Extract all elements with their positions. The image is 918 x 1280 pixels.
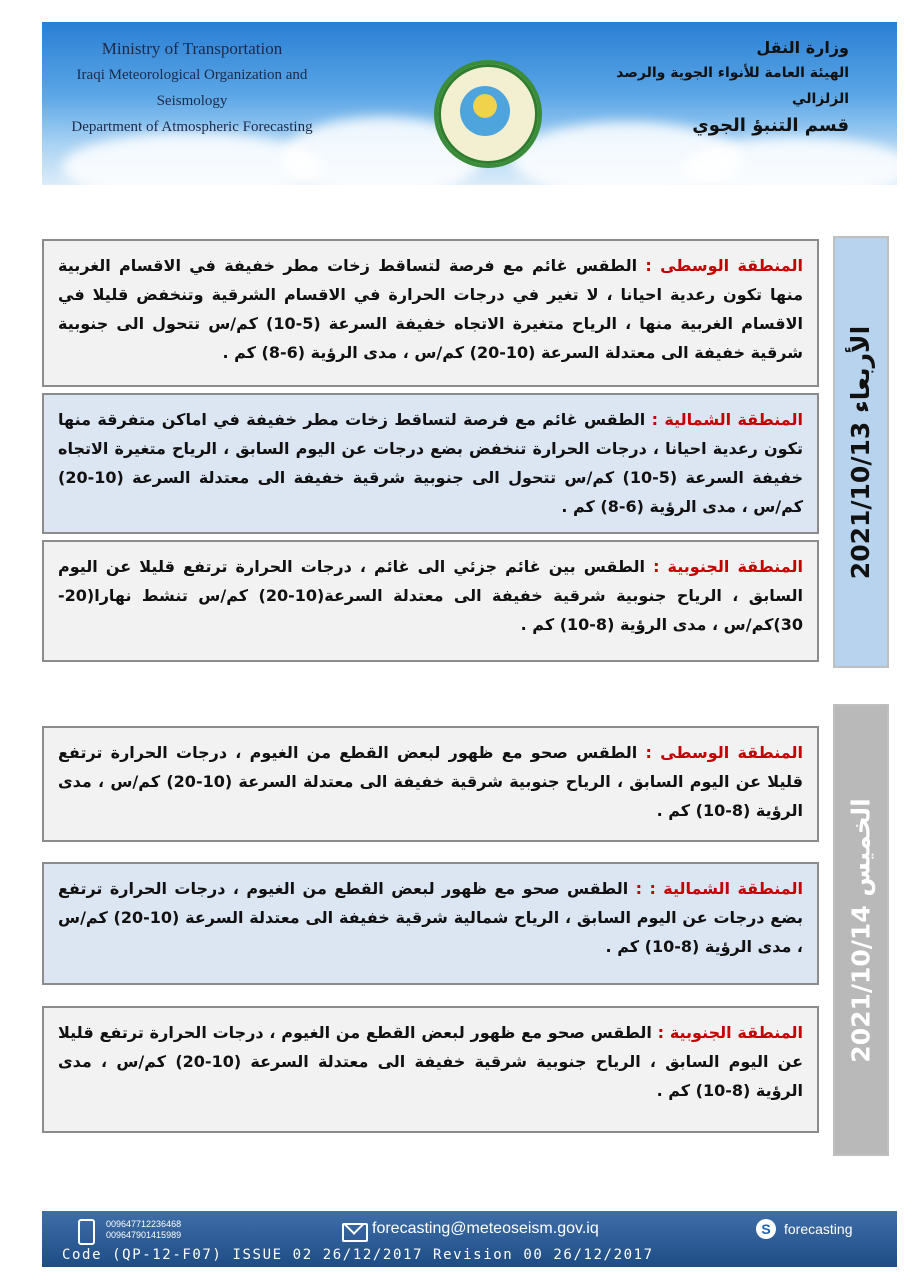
day-label: الخميس 2021/10/14 [846,797,876,1063]
skype-handle[interactable]: forecasting [784,1221,853,1237]
phone-number: 009647712236468 [106,1219,182,1229]
region-name: المنطقة الوسطى : [645,256,804,275]
ministry-name-en: Ministry of Transportation [101,39,283,58]
forecast-text: الطقس غائم مع فرصة لتساقط زخات مطر خفيفة في اماكن متفرقة منها تكون رعدية احيانا ، درجات الحرارة تنخفض بضع درجات عن اليوم السابق ، الرياح متغيرة الاتجاه خفيفة السرعة (5-10) كم/س تتحول الى جنوبية شرقية خفيفة الى معتدلة السرعة (10-20) كم/س ، مدى الرؤية (6-8) كم . [58,410,803,516]
organization-name-ar: الهيئة العامة للأنواء الجوية والرصد الزلزالي [616,65,849,107]
mail-icon [342,1223,368,1242]
forecast-text: الطقس صحو مع ظهور لبعض القطع من الغيوم ، درجات الحرارة ترتفع قليلا عن اليوم السابق ، الرياح جنوبية شرقية خفيفة الى معتدلة السرعة (10-20) كم/س ، مدى الرؤية (8-10) كم . [58,743,803,820]
forecast-card-north-day1 [42,393,819,534]
ministry-name-ar: وزارة النقل [756,38,849,57]
day-tab-thursday [833,704,889,1156]
region-name: المنطقة الجنوبية : [657,1023,803,1042]
forecast-text: الطقس بين غائم جزئي الى غائم ، درجات الحرارة ترتفع قليلا عن اليوم السابق ، الرياح جنوبية شرقية خفيفة الى معتدلة السرعة(10-20) كم/س تنشط نهارا(20-30)كم/س ، مدى الرؤية (8-10) كم . [58,557,803,634]
region-name: المنطقة الجنوبية : [653,557,804,576]
document-code: Code (QP-12-F07) ISSUE 02 26/12/2017 Revision 00 26/12/2017 [62,1247,654,1263]
forecast-text: الطقس صحو مع ظهور لبعض القطع من الغيوم ، درجات الحرارة ترتفع بضع درجات عن اليوم السابق ، الرياح شمالية شرقية خفيفة الى معتدلة السرعة (10-20) كم/س ، مدى الرؤية (8-10) كم . [58,879,804,956]
forecast-text: الطقس غائم مع فرصة لتساقط زخات مطر خفيفة في الاقسام الغربية منها تكون رعدية احيانا ، لا تغير في درجات الحرارة في الاقسام الشرقية وتنخفض قليلا في الاقسام الغربية منها ، الرياح متغيرة الاتجاه خفيفة السرعة (5-10) كم/س تتحول الى جنوبية شرقية خفيفة الى معتدلة السرعة (10-20) كم/س ، مدى الرؤية (6-8) كم . [58,256,803,362]
header-banner [42,22,897,185]
header-arabic [569,36,849,140]
header-english [42,36,342,140]
department-name-en: Department of Atmospheric Forecasting [71,119,313,135]
skype-icon: S [756,1219,776,1239]
organization-name-en: Iraqi Meteorological Organization and Seismology [76,67,308,109]
forecast-card-north-day2 [42,862,819,985]
phone-icon [78,1219,95,1245]
region-name: المنطقة الشمالية : [651,410,803,429]
email-address[interactable]: forecasting@meteoseism.gov.iq [372,1220,599,1237]
footer-bar [42,1211,897,1267]
day-tab-wednesday [833,236,889,668]
forecast-card-central-day2 [42,726,819,842]
phone-numbers [106,1219,181,1241]
forecast-card-south-day2 [42,1006,819,1133]
phone-number: 009647901415989 [106,1230,182,1240]
day-label: الأربعاء 2021/10/13 [846,325,876,579]
department-name-ar: قسم التنبؤ الجوي [692,115,849,136]
forecast-card-south-day1 [42,540,819,662]
region-name: المنطقة الشمالية : : [635,879,804,898]
forecast-text: الطقس صحو مع ظهور لبعض القطع من الغيوم ، درجات الحرارة ترتفع قليلا عن اليوم السابق ، الرياح جنوبية شرقية خفيفة الى معتدلة السرعة (10-20) كم/س ، مدى الرؤية (8-10) كم . [58,1023,804,1100]
forecast-card-central-day1 [42,239,819,387]
region-name: المنطقة الوسطى : [645,743,804,762]
organization-logo-icon [434,60,542,168]
